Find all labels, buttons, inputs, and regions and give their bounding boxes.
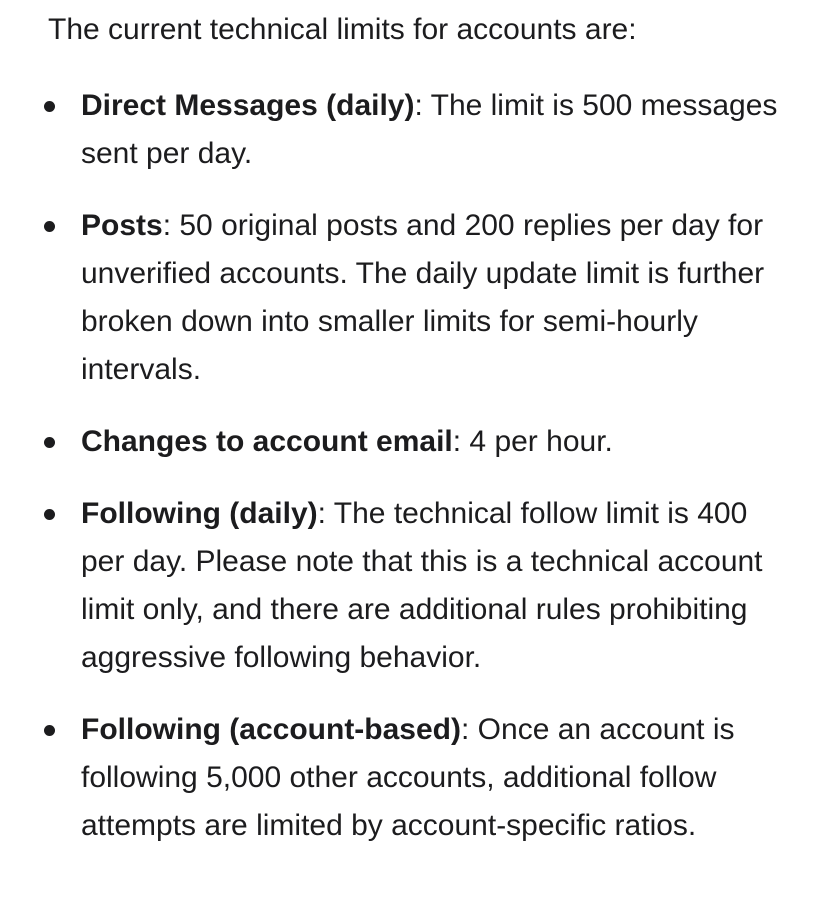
limit-item-following-daily bbox=[0, 490, 828, 682]
bullet-icon bbox=[44, 509, 55, 520]
bullet-icon bbox=[44, 437, 55, 448]
limit-description: : Once an account is following 5,000 other accounts, additional follow attempts are limited by account-specific ratios. bbox=[81, 713, 735, 842]
limit-description: : The technical follow limit is 400 per day. Please note that this is a technical account limit only, and there are additional rules prohibiting aggressive following behavior. bbox=[81, 497, 763, 674]
limit-item-account-email bbox=[0, 418, 828, 466]
limit-description: : The limit is 500 messages sent per day. bbox=[81, 89, 778, 170]
bullet-icon bbox=[44, 101, 55, 112]
limit-description: : 4 per hour. bbox=[452, 425, 613, 458]
limit-item-following-account-based bbox=[0, 706, 828, 850]
limit-description: : 50 original posts and 200 replies per day for unverified accounts. The daily update limit is further broken down into smaller limits for semi-hourly intervals. bbox=[81, 209, 765, 386]
limit-title: Following (daily) bbox=[81, 497, 318, 530]
limit-title: Direct Messages (daily) bbox=[81, 89, 415, 122]
limit-title: Changes to account email bbox=[81, 425, 453, 458]
limit-item-posts bbox=[0, 202, 828, 394]
limit-item-direct-messages bbox=[0, 82, 828, 178]
limit-title: Posts bbox=[81, 209, 163, 242]
limit-title: Following (account-based) bbox=[81, 713, 461, 746]
limits-list bbox=[0, 82, 828, 874]
intro-text: The current technical limits for accounts are: bbox=[48, 13, 637, 46]
bullet-icon bbox=[44, 725, 55, 736]
bullet-icon bbox=[44, 221, 55, 232]
